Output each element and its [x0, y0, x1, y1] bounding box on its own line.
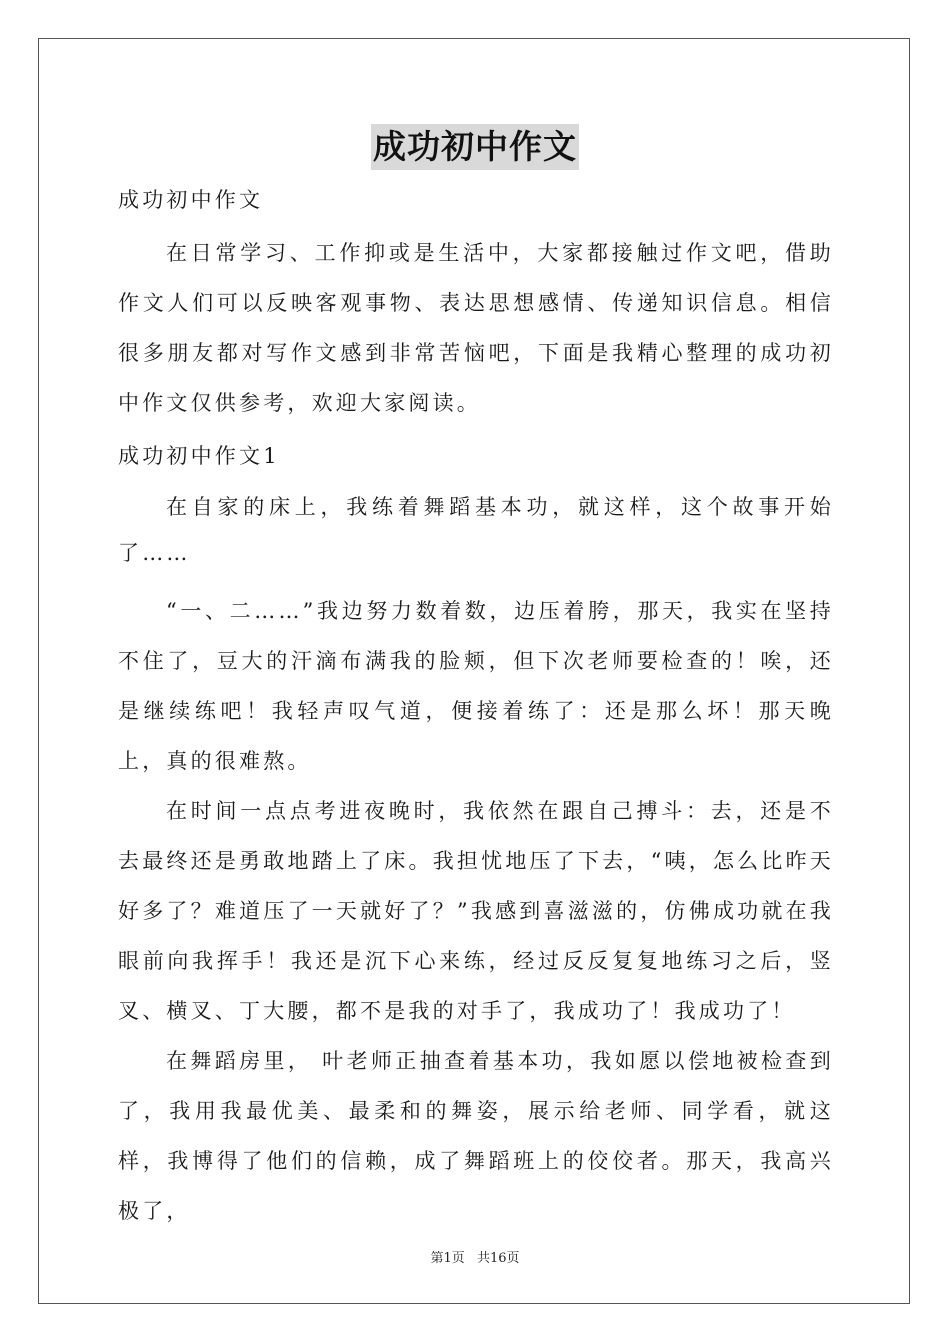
page-number-total: 共16页 — [476, 1251, 520, 1266]
body-paragraph: 在时间一点点考进夜晚时，我依然在跟自己搏斗：去，还是不去最终还是勇敢地踏上了床。我担忧地压了下去，“咦，怎么比昨天好多了？难道压了一天就好了？”我感到喜滋滋的，仿佛成功就在我眼前向我挥手！我还是沉下心来练，经过反反复复地练习之后，竖叉、横叉、丁大腰，都不是我的对手了，我成功了！我成功了！ — [118, 799, 834, 1023]
body-paragraph: 在舞蹈房里， 叶老师正抽查着基本功，我如愿以偿地被检查到了，我用我最优美、最柔和的舞姿，展示给老师、同学看，就这样，我博得了他们的信赖，成了舞蹈班上的佼佼者。那天，我高兴极了， — [118, 1049, 834, 1223]
document-title: 成功初中作文 — [371, 124, 579, 170]
page-number-current: 第1页 — [430, 1251, 465, 1266]
intro-paragraph: 在日常学习、工作抑或是生活中，大家都接触过作文吧，借助作文人们可以反映客观事物、表达思想感情、传递知识信息。相信很多朋友都对写作文感到非常苦恼吧，下面是我精心整理的成功初中作文仅供参考，欢迎大家阅读。 — [118, 241, 834, 415]
body-paragraph: “一、二……”我边努力数着数，边压着胯，那天，我实在坚持不住了，豆大的汗滴布满我的脸颊，但下次老师要检查的！唉，还是继续练吧！我轻声叹气道，便接着练了：还是那么坏！那天晚上，真的很难熬。 — [118, 599, 834, 773]
document-subtitle: 成功初中作文 — [118, 188, 264, 212]
title-container — [0, 124, 950, 170]
page-footer — [0, 1247, 950, 1266]
document-body — [118, 178, 834, 1236]
body-paragraph: 在自家的床上，我练着舞蹈基本功，就这样，这个故事开始了…… — [118, 495, 834, 565]
section-heading: 成功初中作文1 — [118, 444, 280, 468]
